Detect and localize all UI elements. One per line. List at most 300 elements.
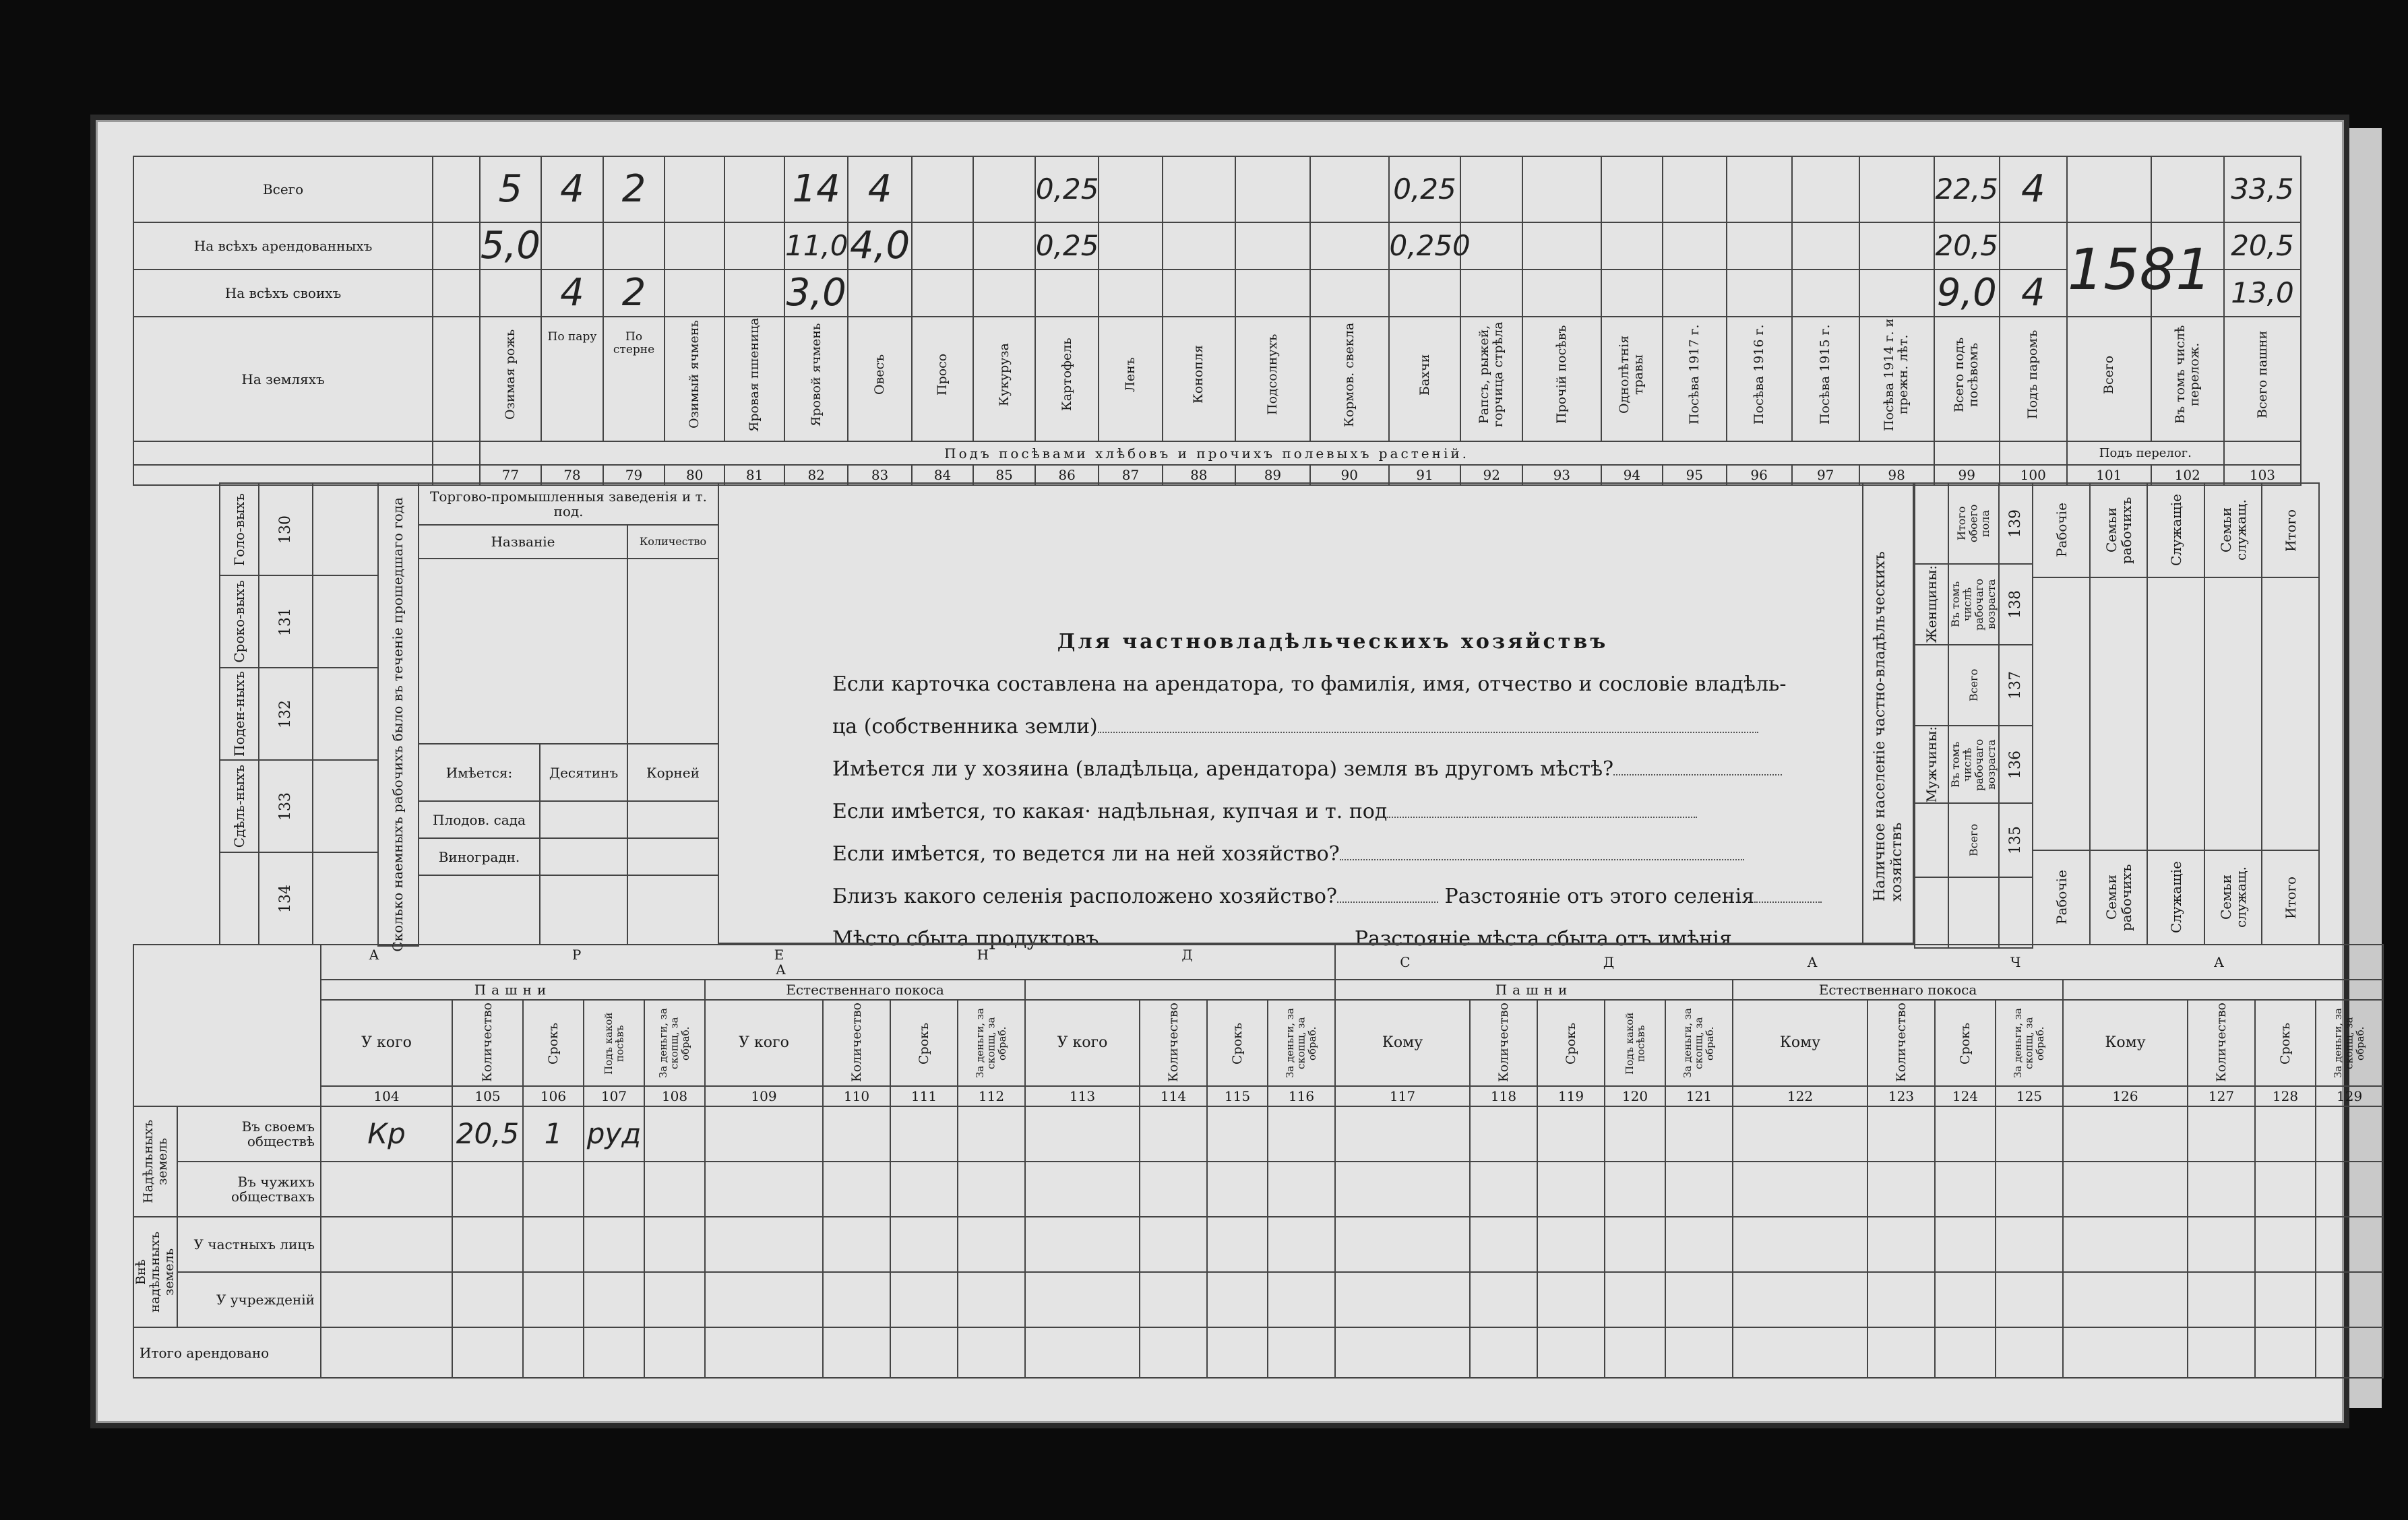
lease-cell [705, 1272, 823, 1327]
lease-table [133, 944, 2384, 1379]
crops-row-label: На земляхъ [133, 317, 433, 441]
crops-cell-c82 [784, 270, 848, 317]
crops-cell-c89 [1235, 270, 1310, 317]
lease-cell [1268, 1272, 1335, 1327]
hired-workers-row [220, 575, 378, 668]
crops-cell-c91 [1389, 222, 1471, 270]
private-text: Разстояніе мѣста сбыта отъ имѣнія [1354, 927, 1732, 951]
crops-cell-c80 [665, 156, 724, 222]
workers-value [2204, 577, 2262, 850]
hired-number [259, 852, 313, 945]
header-label: Посѣва 1914 г. и прежн. лѣт. [1882, 318, 1911, 431]
column-number: 127 [2188, 1086, 2255, 1106]
lease-cell [1935, 1106, 1996, 1162]
hired-label-text: Сроко-выхъ [231, 580, 247, 663]
hired-workers-row [220, 760, 378, 852]
workers-footer-text: Служащіе [2167, 861, 2184, 934]
handwritten-value: 4 [560, 271, 584, 315]
fallow-caption: Подъ перелог. [2067, 441, 2224, 465]
column-number: 135 [2006, 826, 2024, 855]
population-label-text: Въ томъ числѣ рабочаго возраста [1949, 578, 1998, 631]
crops-cell-c94 [1601, 270, 1663, 317]
crops-cell-c82 [784, 222, 848, 270]
column-number: 104 [321, 1086, 452, 1106]
lease-subheader-za_dengi [644, 1000, 705, 1086]
crops-cell-c103 [2224, 222, 2301, 270]
column-number: 115 [1207, 1086, 1268, 1106]
crops-cell-c78 [541, 222, 603, 270]
column-number: 120 [1605, 1086, 1665, 1106]
trade-blank [627, 875, 718, 945]
header-label: Подъ паромъ [2025, 329, 2041, 420]
column-number: 80 [665, 465, 724, 485]
crops-cell-c100 [2000, 222, 2067, 270]
lease-cell [452, 1106, 523, 1162]
lease-subheader-za_dengi [1665, 1000, 1733, 1086]
crops-header-c93 [1522, 317, 1601, 441]
header-label: Озимый ячмень [687, 320, 702, 429]
crops-cell-c96 [1727, 156, 1792, 222]
crops-header-c100 [2000, 317, 2067, 441]
header-label: Овесъ [872, 354, 888, 395]
crops-header-c101 [2067, 317, 2151, 441]
crops-cell-c95 [1663, 156, 1726, 222]
crops-cell [2224, 441, 2301, 465]
lease-cell [584, 1272, 644, 1327]
workers-header-text: Семьи рабочихъ [2103, 497, 2134, 564]
crops-cell-c77 [480, 222, 542, 270]
lease-cell [1268, 1217, 1335, 1272]
lease-subheader-za_dengi [1268, 1000, 1335, 1086]
crops-header-c94 [1601, 317, 1663, 441]
workers-footer-row [2033, 850, 2319, 945]
crops-header-c91 [1389, 317, 1461, 441]
lease-cell [1335, 1106, 1470, 1162]
group-label: Надѣльныхъ земель [140, 1119, 170, 1204]
column-number: 134 [276, 884, 294, 913]
crops-row [133, 156, 2301, 222]
subheader-text: Количество [848, 1002, 864, 1082]
lease-cell [1470, 1272, 1537, 1327]
lease-subheader-row [133, 1000, 2383, 1086]
crops-cell-c84 [912, 270, 974, 317]
hired-workers-row [220, 668, 378, 760]
lease-cell [1605, 1327, 1665, 1378]
subheader-text: У кого [739, 1034, 789, 1051]
crops-cell-c91 [1389, 156, 1461, 222]
desyatin-header: Десятинъ [540, 744, 627, 801]
column-number: 92 [1460, 465, 1522, 485]
census-form-sheet [96, 120, 2367, 1423]
crops-header-c92 [1460, 317, 1522, 441]
lease-cell [705, 1106, 823, 1162]
handwritten-value: 5 [498, 167, 523, 212]
crops-cell-c101 [2067, 222, 2212, 317]
lease-cell [2255, 1162, 2316, 1217]
subheader-text: Подъ какой посѣвъ [1623, 1011, 1647, 1075]
lease-cell [1996, 1106, 2063, 1162]
subheader-text: За деньги, за скопщ, за обраб. [657, 1008, 692, 1078]
lease-subheader-u_kogo [705, 1000, 823, 1086]
subheader-text: У кого [1057, 1034, 1108, 1051]
lease-subheader-kolichestvo [452, 1000, 523, 1086]
header-label: Кукуруза [996, 343, 1012, 406]
lease-cell [1605, 1162, 1665, 1217]
crops-caption: Подъ посѣвами хлѣбовъ и прочихъ полевыхъ растеній. [480, 441, 1934, 465]
arenda-title: А Р Е Н Д А [321, 945, 1335, 980]
workers-header [2090, 483, 2147, 577]
column-number: 106 [523, 1086, 584, 1106]
lease-subheader-srok [1537, 1000, 1605, 1086]
crops-cell [133, 441, 433, 465]
orchard-korney [627, 801, 718, 838]
hired-number [259, 575, 313, 668]
lease-row-label: У частныхъ лицъ [177, 1217, 321, 1272]
private-text: Близъ какого селенія расположено хозяйство? [832, 885, 1337, 908]
lease-cell [2188, 1217, 2255, 1272]
crops-cell-c98 [1859, 222, 1934, 270]
sdacha-other [2063, 980, 2383, 1000]
crops-cell-c83 [848, 222, 911, 270]
trade-qty-header: Количество [627, 525, 718, 559]
column-number: 79 [603, 465, 665, 485]
header-label: По пару [547, 330, 597, 344]
subheader-text: Срокъ [1563, 1021, 1578, 1065]
lease-cell [584, 1217, 644, 1272]
sdacha-pokos: Естественнаго покоса [1733, 980, 2063, 1000]
column-number: 122 [1733, 1086, 1867, 1106]
women-label: Женщины: [1923, 565, 1940, 643]
handwritten-value: 20,5 [1935, 228, 1998, 262]
lease-subheader-srok [1935, 1000, 1996, 1086]
lease-cell [523, 1106, 584, 1162]
trade-has-label: Имѣется: [419, 744, 540, 801]
private-estates-box [718, 482, 1863, 944]
column-number: 85 [973, 465, 1035, 485]
column-number: 129 [2316, 1086, 2383, 1106]
header-label: Прочій посѣвъ [1553, 325, 1569, 424]
population-group [1915, 645, 1948, 726]
column-number: 96 [1727, 465, 1792, 485]
crops-cell-c87 [1099, 156, 1162, 222]
crops-header-c80 [665, 317, 724, 441]
lease-cell [523, 1272, 584, 1327]
lease-cell [1665, 1106, 1733, 1162]
lease-cell [1207, 1327, 1268, 1378]
population-number [1999, 645, 2033, 726]
lease-cell [1140, 1217, 1207, 1272]
hired-workers-table [219, 482, 379, 945]
lease-cell [1025, 1327, 1140, 1378]
crops-header-c86 [1035, 317, 1099, 441]
hired-label [220, 483, 259, 575]
lease-cell [1025, 1217, 1140, 1272]
lease-cell [644, 1106, 705, 1162]
lease-cell [958, 1217, 1025, 1272]
column-number: 131 [276, 607, 294, 636]
population-group [1915, 726, 1948, 803]
sdacha-title: С Д А Ч А [1335, 945, 2383, 980]
crops-header-c89 [1235, 317, 1310, 441]
workers-footer-text: Итого [2282, 876, 2299, 919]
lease-cell [705, 1162, 823, 1217]
crops-cell-c86 [1035, 270, 1099, 317]
column-number: 126 [2063, 1086, 2188, 1106]
subheader-text: Кому [2105, 1034, 2146, 1051]
crops-row-label: На всѣхъ своихъ [133, 270, 433, 317]
crops-cell-c99 [1934, 156, 2000, 222]
lease-cell [2255, 1106, 2316, 1162]
lease-subheader-srok [2255, 1000, 2316, 1086]
column-number: 138 [2006, 590, 2024, 619]
crops-cell-c83 [848, 156, 911, 222]
hired-label [220, 668, 259, 760]
subheader-text: За деньги, за скопщ, за обраб. [1681, 1008, 1717, 1078]
crops-cell-c81 [724, 156, 784, 222]
crops-cell-c77 [480, 270, 542, 317]
crops-cell-c80 [665, 270, 724, 317]
hired-label-text: Голо-выхъ [231, 493, 247, 566]
lease-cell [644, 1217, 705, 1272]
column-number: 123 [1867, 1086, 1935, 1106]
header-label: Яровой ячмень [808, 323, 824, 426]
arenda-pashni: Пашни [321, 980, 705, 1000]
column-number: 133 [276, 792, 294, 821]
lease-cell [1665, 1217, 1733, 1272]
private-text: Если имѣется, то ведется ли на ней хозяйство? [832, 842, 1340, 866]
private-estates-title: Для частновладѣльческихъ хозяйствъ [1057, 630, 1609, 654]
crops-row [133, 222, 2301, 270]
lease-cell [1733, 1327, 1867, 1378]
handwritten-value: 20,5 [2231, 228, 2294, 262]
population-label [1948, 483, 1999, 564]
lease-cell [705, 1217, 823, 1272]
crops-header-c88 [1163, 317, 1235, 441]
crops-cell-c88 [1163, 156, 1235, 222]
workers-header-text: Итого [2282, 509, 2299, 552]
subheader-text: За деньги, за скопщ, за обраб. [2012, 1008, 2047, 1078]
trade-title: Торгово-промышленныя заведенія и т. под. [419, 483, 718, 525]
column-number: 94 [1601, 465, 1663, 485]
lease-cell [890, 1162, 958, 1217]
lease-subheader-komu [2063, 1000, 2188, 1086]
crops-cell-c99 [1934, 222, 2000, 270]
population-number [1999, 726, 2033, 803]
vineyard-korney [627, 838, 718, 875]
private-text: Разстояніе отъ этого селенія [1444, 885, 1755, 908]
lease-cell [705, 1327, 823, 1378]
lease-cell [1935, 1327, 1996, 1378]
crops-header-c97 [1792, 317, 1859, 441]
workers-header-row [2033, 483, 2319, 577]
lease-corner [133, 945, 321, 1106]
lease-cell [1335, 1327, 1470, 1378]
population-group [1915, 564, 1948, 645]
lease-cell [823, 1162, 890, 1217]
crops-header-c82 [784, 317, 848, 441]
workers-value-row [2033, 577, 2319, 850]
lease-cell [1935, 1217, 1996, 1272]
lease-cell [1537, 1217, 1605, 1272]
lease-row [133, 1217, 2383, 1272]
workers-header [2262, 483, 2319, 577]
lease-cell [1665, 1162, 1733, 1217]
crops-cell-c84 [912, 222, 974, 270]
crops-header-row [133, 317, 2301, 441]
crops-row [133, 270, 2301, 317]
header-label: Рапсъ, рыжей, горчица стрѣла [1477, 321, 1506, 428]
crops-cell [433, 317, 479, 441]
crops-header-c81 [724, 317, 784, 441]
lease-cell [321, 1272, 452, 1327]
trade-qty-cell [627, 559, 718, 744]
crops-cell [433, 222, 479, 270]
lease-cell [523, 1217, 584, 1272]
subheader-text: У кого [361, 1034, 412, 1051]
crops-cell-c93 [1522, 270, 1601, 317]
hired-value [313, 668, 378, 760]
lease-cell [1605, 1272, 1665, 1327]
lease-cell [1025, 1162, 1140, 1217]
lease-cell [1996, 1272, 2063, 1327]
subheader-text: Количество [480, 1002, 495, 1082]
column-number: 107 [584, 1086, 644, 1106]
crops-cell-c100 [2000, 156, 2067, 222]
lease-cell [890, 1106, 958, 1162]
lease-cell [523, 1162, 584, 1217]
population-group [1915, 877, 1948, 948]
lease-cell [2316, 1106, 2383, 1162]
handwritten-value: руд [586, 1116, 642, 1150]
column-number: 110 [823, 1086, 890, 1106]
column-number: 139 [2006, 509, 2024, 538]
lease-cell [823, 1106, 890, 1162]
lease-cell [1996, 1162, 2063, 1217]
lease-subheader-komu [1733, 1000, 1867, 1086]
crops-cell [433, 270, 479, 317]
lease-subheader-kolichestvo [1867, 1000, 1935, 1086]
subheader-text: За деньги, за скопщ, за обраб. [2332, 1008, 2367, 1078]
handwritten-value: 22,5 [1935, 172, 1998, 205]
column-number: 112 [958, 1086, 1025, 1106]
private-text: ца (собственника земли) [832, 715, 1098, 738]
subheader-text: Кому [1779, 1034, 1821, 1051]
lease-cell [1733, 1217, 1867, 1272]
lease-cell [523, 1327, 584, 1378]
lease-cell [584, 1327, 644, 1378]
crops-caption-row [133, 441, 2301, 465]
lease-subheader-za_dengi [958, 1000, 1025, 1086]
lease-cell [452, 1272, 523, 1327]
column-number: 114 [1140, 1086, 1207, 1106]
lease-cell [1537, 1327, 1605, 1378]
subheader-text: Количество [1165, 1002, 1181, 1082]
subheader-text: Срокъ [2277, 1021, 2293, 1065]
lease-cell [1935, 1272, 1996, 1327]
crops-header-c102 [2151, 317, 2224, 441]
crops-header-c98 [1859, 317, 1934, 441]
lease-subheader-u_kogo [321, 1000, 452, 1086]
crops-cell-c87 [1099, 222, 1162, 270]
crops-cell-c78 [541, 270, 603, 317]
trade-name-cell [419, 559, 627, 744]
crops-cell-c94 [1601, 156, 1663, 222]
column-number: 102 [2151, 465, 2224, 485]
trade-name-header: Названіе [419, 525, 627, 559]
crops-cell-c79 [603, 270, 665, 317]
header-label: Всего [2101, 355, 2116, 394]
crops-cell-c100 [2000, 270, 2067, 317]
crops-cell-c93 [1522, 222, 1601, 270]
lease-subheader-srok [1207, 1000, 1268, 1086]
column-number: 136 [2006, 750, 2024, 779]
subheader-text: Количество [2213, 1002, 2229, 1082]
group-nadel [133, 1106, 177, 1217]
column-number: 87 [1099, 465, 1162, 485]
lease-cell [1665, 1327, 1733, 1378]
population-number [1999, 803, 2033, 877]
lease-cell [2188, 1162, 2255, 1217]
lease-group-row [133, 980, 2383, 1000]
lease-cell [1140, 1162, 1207, 1217]
column-number: 77 [480, 465, 542, 485]
subheader-text: За деньги, за скопщ, за обраб. [1284, 1008, 1319, 1078]
column-number: 130 [276, 515, 294, 544]
lease-cell [1867, 1217, 1935, 1272]
crops-cell-c81 [724, 270, 784, 317]
subheader-text: Срокъ [1229, 1021, 1245, 1065]
lease-cell [958, 1106, 1025, 1162]
handwritten-value: 4 [2020, 271, 2045, 315]
column-number: 113 [1025, 1086, 1140, 1106]
crops-cell-c96 [1727, 222, 1792, 270]
crops-cell-c90 [1310, 156, 1389, 222]
vineyard-desyatin [540, 838, 627, 875]
lease-row-label: У учрежденій [177, 1272, 321, 1327]
column-number: 83 [848, 465, 911, 485]
lease-cell [2255, 1272, 2316, 1327]
header-label: Въ томъ числѣ перелож. [2172, 325, 2202, 424]
lease-cell [1470, 1217, 1537, 1272]
lease-row [133, 1162, 2383, 1217]
column-number: 78 [541, 465, 603, 485]
lease-cell [1733, 1272, 1867, 1327]
handwritten-value: 2 [621, 271, 646, 315]
lease-cell [2255, 1327, 2316, 1378]
lease-cell [1268, 1106, 1335, 1162]
crops-cell-c97 [1792, 156, 1859, 222]
orchard-desyatin [540, 801, 627, 838]
lease-row [133, 1106, 2383, 1162]
lease-row-label: Итого арендовано [133, 1327, 321, 1378]
crops-cell-c97 [1792, 270, 1859, 317]
column-number: 125 [1996, 1086, 2063, 1106]
men-label: Мужчины: [1923, 726, 1940, 803]
crops-cell-c90 [1310, 270, 1389, 317]
workers-footer-text: Семьи служащ. [2217, 866, 2249, 928]
column-number: 90 [1310, 465, 1389, 485]
workers-value [2090, 577, 2147, 850]
crops-row-label: На всѣхъ арендованныхъ [133, 222, 433, 270]
population-label [1948, 645, 1999, 726]
handwritten-value: 5,0 [480, 224, 541, 268]
lease-cell [890, 1272, 958, 1327]
lease-cell [2188, 1106, 2255, 1162]
handwritten-value: 4 [867, 167, 892, 212]
hired-number [259, 760, 313, 852]
lease-cell [1733, 1162, 1867, 1217]
workers-footer-text: Семьи рабочихъ [2103, 864, 2134, 931]
